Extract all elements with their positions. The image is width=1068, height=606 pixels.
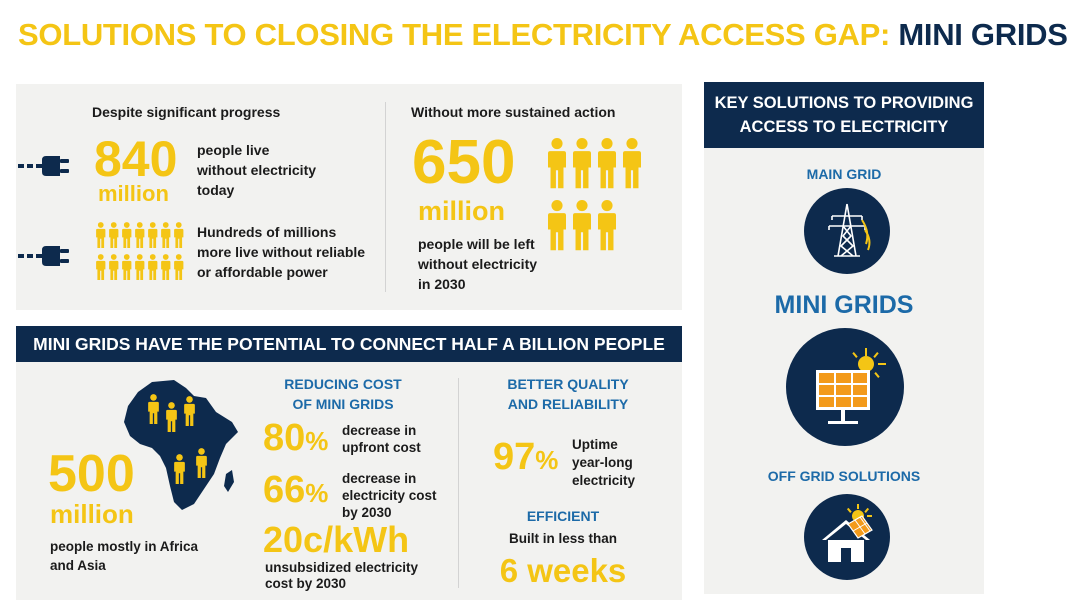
stat-66-unit: % [305,478,329,508]
stat-kwh-description [265,560,418,592]
person-icon [598,200,616,250]
reducing-cost-heading [263,374,423,414]
stat-66-line: by 2030 [342,505,392,520]
main-grid-label: MAIN GRID [806,166,882,182]
person-icon [122,254,131,280]
people-icons [548,136,644,256]
stat-kwh-line: cost by 2030 [265,576,347,591]
africa-map-icon [122,378,242,514]
person-icon [174,222,183,248]
stat-97-description [572,436,635,490]
stat-80-line: decrease in [342,423,417,438]
person-icon [548,138,566,188]
stat-80-value: 80 [263,417,306,459]
person-icon [135,222,144,248]
reliable-power-line: more live without reliable [197,244,366,260]
key-solutions-banner [704,82,984,148]
person-icon [148,222,157,248]
power-tower-circle [804,188,890,274]
mini-grids-label: MINI GRIDS [774,291,914,319]
off-grid-label: OFF GRID SOLUTIONS [767,468,921,484]
person-icon [148,254,157,280]
person-icon [135,254,144,280]
key-solutions-line-1: KEY SOLUTIONS TO PROVIDING [714,94,974,112]
stat-80-unit: % [305,426,329,456]
stat-500-line: people mostly in Africa [50,539,199,554]
page-title [18,16,1068,54]
stat-840-line: without electricity [197,162,317,178]
person-icon [548,200,566,250]
reliable-power-description [197,222,365,282]
stat-650-line: people will be left [418,236,535,252]
power-tower-icon [804,188,890,274]
stat-650-description [418,234,537,294]
stat-97-percent [493,437,558,480]
stat-650-value: 650 [412,128,516,197]
reliable-power-line: or affordable power [197,264,328,280]
mini-grid-potential-banner: MINI GRIDS HAVE THE POTENTIAL TO CONNECT HALF A BILLION PEOPLE [16,326,682,362]
stat-840-line: today [197,182,235,198]
stat-80-line: upfront cost [342,440,421,455]
person-icon [96,254,105,280]
person-icon [109,254,118,280]
efficient-value: 6 weeks [499,552,627,589]
efficient-description: Built in less than [508,531,617,546]
bottom-divider [458,378,459,588]
stat-840-unit: million [98,181,169,206]
efficient-heading: EFFICIENT [526,508,600,524]
stat-66-line: decrease in [342,471,417,486]
person-icon [161,254,170,280]
stat-650-unit: million [418,196,505,226]
person-icon [573,138,591,188]
person-icon [122,222,131,248]
progress-heading: Despite significant progress [92,104,281,120]
stat-66-line: electricity cost [342,488,437,503]
quality-heading-line: BETTER QUALITY [507,376,629,392]
reliable-power-line: Hundreds of millions [197,224,337,240]
solar-house-icon [804,494,890,580]
stat-kwh-value: 20c/kWh [263,519,410,560]
person-icon [598,138,616,188]
quality-heading [488,374,648,414]
stat-500-value: 500 [48,445,135,503]
stat-500-description [50,537,198,575]
stat-840-description [197,140,316,200]
solar-panel-circle [786,328,904,446]
stat-66-description [342,470,437,521]
stat-80-percent [263,418,328,461]
person-icon [96,222,105,248]
stat-66-value: 66 [263,469,306,511]
reducing-cost-heading-line: OF MINI GRIDS [292,396,394,412]
stat-500-unit: million [50,499,134,529]
key-solutions-line-2: ACCESS TO ELECTRICITY [739,118,949,136]
stat-66-percent [263,470,328,513]
plug-icon [18,240,74,272]
sustained-action-heading: Without more sustained action [411,104,616,120]
quality-heading-line: AND RELIABILITY [507,396,629,412]
plug-icon [18,150,74,182]
stat-80-description [342,422,421,456]
stat-97-line: year-long [572,455,633,470]
title-part-2: MINI GRIDS [898,17,1068,52]
people-icons [96,222,187,286]
stat-97-line: electricity [572,473,636,488]
stat-97-value: 97 [493,436,536,478]
stat-500-line: and Asia [50,558,106,573]
person-icon [174,254,183,280]
people-group-small [96,222,188,284]
reducing-cost-heading-line: REDUCING COST [284,376,402,392]
stat-840-value: 840 [94,131,178,187]
solar-house-circle [804,494,890,580]
person-icon [161,222,170,248]
stat-650-line: in 2030 [418,276,466,292]
stat-kwh-line: unsubsidized electricity [265,560,419,575]
people-group-large [548,136,638,256]
person-icon [623,138,641,188]
top-divider [385,102,386,292]
person-icon [573,200,591,250]
stat-650-line: without electricity [418,256,538,272]
solar-panel-icon [786,328,904,446]
title-part-1: SOLUTIONS TO CLOSING THE ELECTRICITY ACCESS GAP: [18,17,891,52]
stat-840-line: people live [197,142,270,158]
stat-97-line: Uptime [572,437,618,452]
stat-97-unit: % [535,445,559,475]
person-icon [109,222,118,248]
